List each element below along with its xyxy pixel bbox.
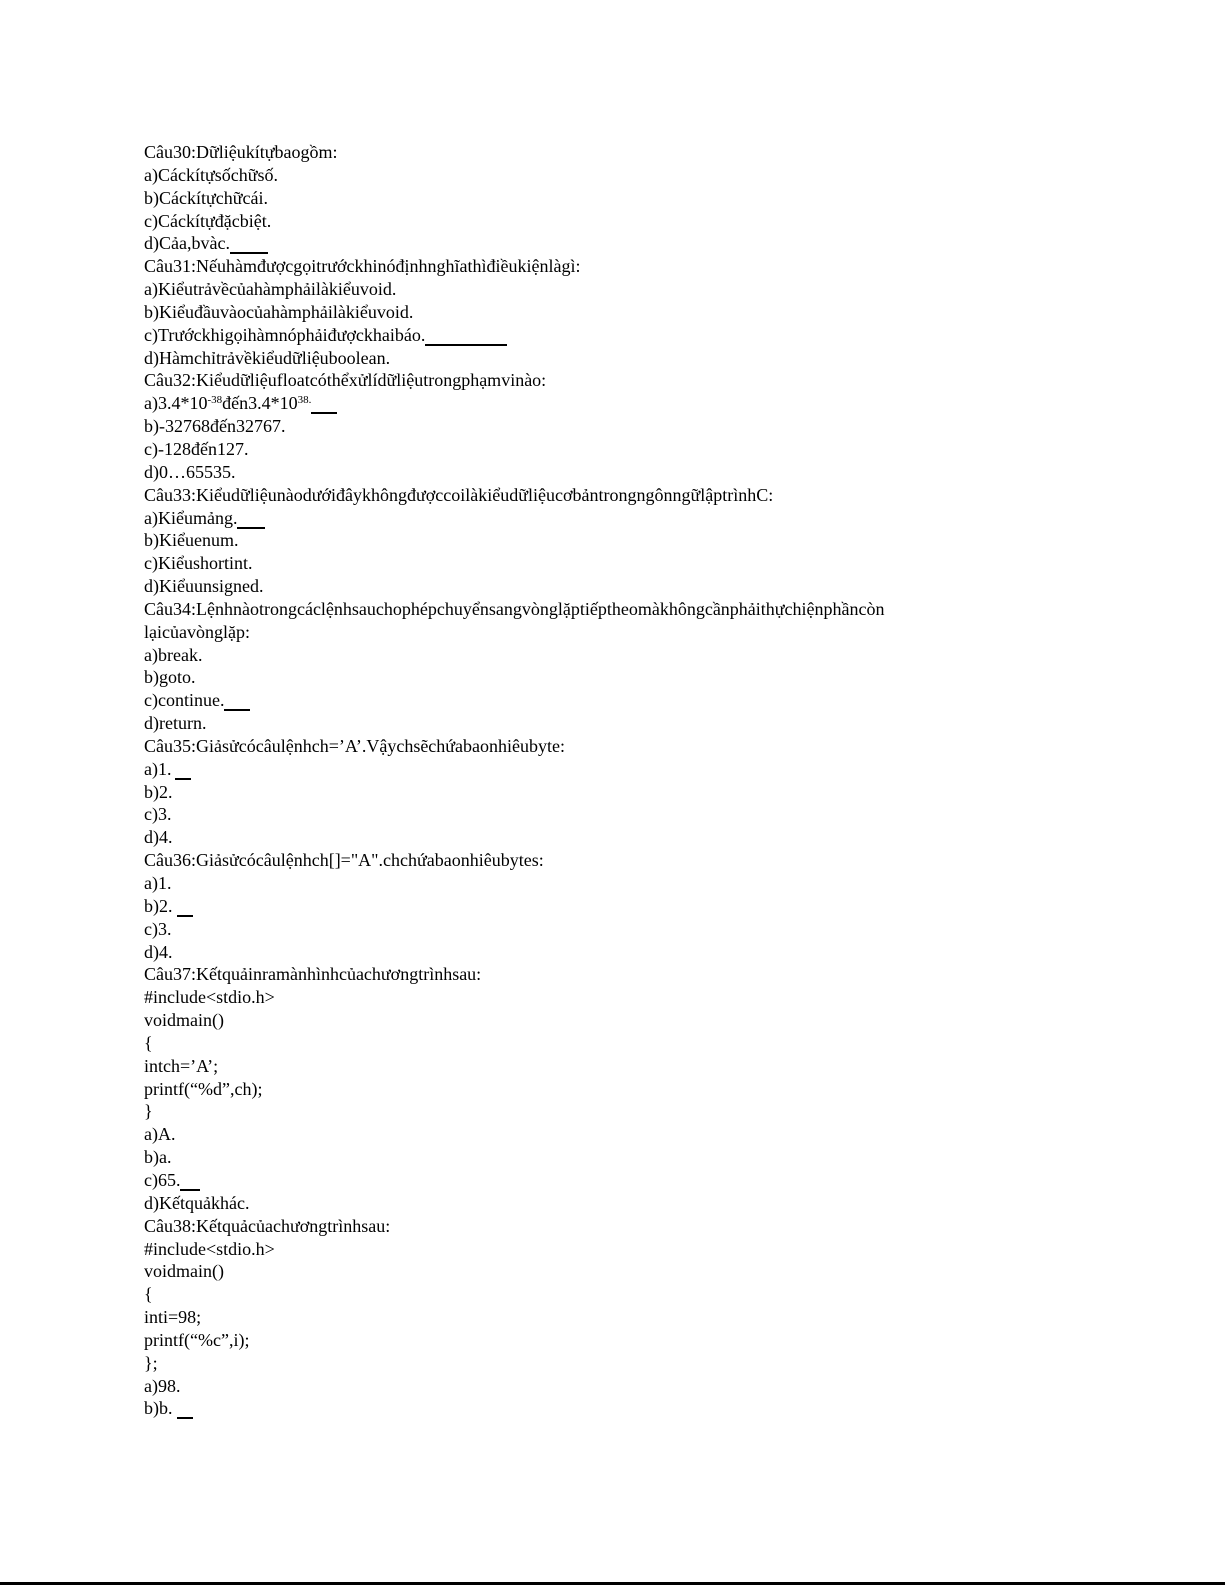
text-line: [144, 369, 1144, 392]
question-text: Câu34:Lệnhnàotrongcáclệnhsauchophépchuyểnsangvònglặptiếptheomàkhôngcầnphảithựchiệnphầncòn: [144, 598, 885, 619]
question-text: Câu36:Giảsửcócâulệnhch[]="A".chchứabaonhiêubytes:: [144, 850, 544, 871]
text-line: [144, 255, 1144, 278]
answer-underline: [177, 1417, 193, 1419]
text-line: [144, 324, 1144, 347]
code-line: inti=98;: [144, 1307, 202, 1328]
text-line: [144, 347, 1144, 370]
text-line: [144, 941, 1144, 964]
answer-option: d)return.: [144, 713, 207, 734]
answer-underline: [180, 1189, 200, 1191]
superscript: 38.: [297, 394, 312, 407]
text-line: [144, 1100, 1144, 1123]
code-line: }: [144, 1101, 153, 1122]
answer-option: c)Kiểushortint.: [144, 553, 253, 574]
answer-option: a)break.: [144, 644, 203, 665]
text-line: [144, 141, 1144, 164]
answer-underline: [237, 527, 265, 529]
text-line: [144, 849, 1144, 872]
text-line: [144, 872, 1144, 895]
answer-option: d)Kếtquảkhác.: [144, 1192, 250, 1213]
code-line: voidmain(): [144, 1261, 224, 1282]
answer-option: b)goto.: [144, 667, 196, 688]
question-text: Câu30:Dữliệukítựbaogồm:: [144, 142, 338, 162]
answer-option: b)b.: [144, 1398, 173, 1419]
text-line: [144, 1009, 1144, 1032]
text-line: [144, 1123, 1144, 1146]
text-line: [144, 164, 1144, 187]
question-text: lạicủavònglặp:: [144, 621, 250, 642]
text-line: [144, 758, 1144, 781]
answer-option: c)Trướckhigọihàmnóphảiđượckhaibáo.: [144, 324, 426, 345]
text-line: [144, 598, 1144, 621]
answer-option: a)3.4*10: [144, 393, 208, 414]
text-line: [144, 1260, 1144, 1283]
answer-underline: [175, 778, 191, 780]
answer-option: b)Kiểuđầuvàocủahàmphảilàkiểuvoid.: [144, 301, 414, 322]
question-text: Câu35:Giảsửcócâulệnhch=’A’.Vậychsẽchứabaonhiêubyte:: [144, 735, 566, 756]
answer-option: d)Kiểuunsigned.: [144, 576, 264, 597]
code-line: {: [144, 1284, 153, 1305]
answer-underline: [177, 915, 193, 917]
answer-option: b)-32768đến32767.: [144, 416, 286, 437]
superscript: -38: [207, 394, 223, 407]
answer-option: c)3.: [144, 918, 172, 939]
answer-underline: [311, 412, 337, 414]
answer-option: c)65.: [144, 1169, 181, 1190]
answer-option: a)Kiểutrảvềcủahàmphảilàkiểuvoid.: [144, 279, 397, 300]
answer-option: b)2.: [144, 895, 173, 916]
question-text: Câu33:KiểudữliệunàodướiđâykhôngđượccoilàkiểudữliệucơbảntrongngônngữlậptrìnhC:: [144, 484, 774, 505]
answer-option: a)98.: [144, 1375, 181, 1396]
text-line: [144, 1397, 1144, 1420]
text-line: [144, 1078, 1144, 1101]
answer-option: a)Cáckítựsốchữsố.: [144, 164, 278, 185]
code-line: };: [144, 1352, 158, 1373]
answer-option: c)-128đến127.: [144, 438, 249, 459]
text-line: [144, 529, 1144, 552]
answer-underline: [230, 252, 268, 254]
text-line: [144, 438, 1144, 461]
code-line: intch=’A’;: [144, 1055, 219, 1076]
text-line: [144, 1352, 1144, 1375]
text-line: [144, 1215, 1144, 1238]
text-line: [144, 781, 1144, 804]
answer-option: d)Hàmchỉtrảvềkiểudữliệuboolean.: [144, 347, 391, 368]
text-line: [144, 963, 1144, 986]
answer-option: c)Cáckítựđặcbiệt.: [144, 210, 272, 231]
code-line: voidmain(): [144, 1010, 224, 1031]
text-line: [144, 1032, 1144, 1055]
text-line: [144, 735, 1144, 758]
text-line: [144, 187, 1144, 210]
question-text: Câu31:Nếuhàmđượcgọitrướckhinóđịnhnghĩathìđiềukiệnlàgì:: [144, 256, 581, 277]
text-line: [144, 712, 1144, 735]
answer-option: b)Kiểuenum.: [144, 530, 239, 551]
code-line: #include<stdio.h>: [144, 1238, 275, 1259]
text-line: [144, 415, 1144, 438]
answer-underline: [224, 709, 250, 711]
text-line: [144, 301, 1144, 324]
answer-option: a)Kiểumảng.: [144, 507, 238, 528]
text-line: [144, 666, 1144, 689]
text-line: [144, 461, 1144, 484]
text-line: [144, 803, 1144, 826]
text-line: [144, 1306, 1144, 1329]
text-line: [144, 278, 1144, 301]
text-line: [144, 1375, 1144, 1398]
text-line: [144, 232, 1144, 255]
answer-option: b)2.: [144, 781, 173, 802]
text-line: [144, 1192, 1144, 1215]
text-line: [144, 895, 1144, 918]
answer-option: b)a.: [144, 1147, 172, 1168]
answer-option: d)0…65535.: [144, 461, 236, 482]
code-line: printf(“%c”,i);: [144, 1329, 250, 1350]
question-text: Câu37:Kếtquảinramànhìnhcủachươngtrìnhsau:: [144, 964, 482, 985]
answer-underline: [425, 344, 507, 346]
text-line: [144, 507, 1144, 530]
answer-option: d)4.: [144, 827, 173, 848]
answer-option-cont: đến3.4*10: [222, 393, 298, 414]
question-text: Câu38:Kếtquảcủachươngtrìnhsau:: [144, 1215, 391, 1236]
question-text: Câu32:Kiểudữliệufloatcóthểxửlídữliệutrongphạmvinào:: [144, 370, 547, 391]
text-line: [144, 918, 1144, 941]
answer-option: a)1.: [144, 873, 172, 893]
text-line: [144, 1329, 1144, 1352]
text-line: [144, 1283, 1144, 1306]
text-line: [144, 644, 1144, 667]
text-line: [144, 210, 1144, 233]
answer-option: b)Cáckítựchữcái.: [144, 187, 268, 208]
text-line: [144, 1055, 1144, 1078]
text-line: [144, 621, 1144, 644]
answer-option: a)A.: [144, 1124, 176, 1145]
text-line: [144, 484, 1144, 507]
answer-option: a)1.: [144, 758, 172, 779]
code-line: {: [144, 1032, 153, 1053]
code-line: #include<stdio.h>: [144, 987, 275, 1008]
answer-option: c)continue.: [144, 690, 225, 711]
answer-option: d)4.: [144, 941, 173, 962]
text-line: [144, 1146, 1144, 1169]
answer-option: c)3.: [144, 804, 172, 825]
text-line: [144, 1238, 1144, 1261]
text-line: [144, 575, 1144, 598]
text-line: [144, 986, 1144, 1009]
text-line: [144, 392, 1144, 415]
answer-option: d)Cảa,bvàc.: [144, 233, 230, 254]
text-line: [144, 1169, 1144, 1192]
text-line: [144, 689, 1144, 712]
text-line: [144, 552, 1144, 575]
code-line: printf(“%d”,ch);: [144, 1078, 263, 1099]
text-line: [144, 826, 1144, 849]
document-body: [144, 141, 1144, 1420]
